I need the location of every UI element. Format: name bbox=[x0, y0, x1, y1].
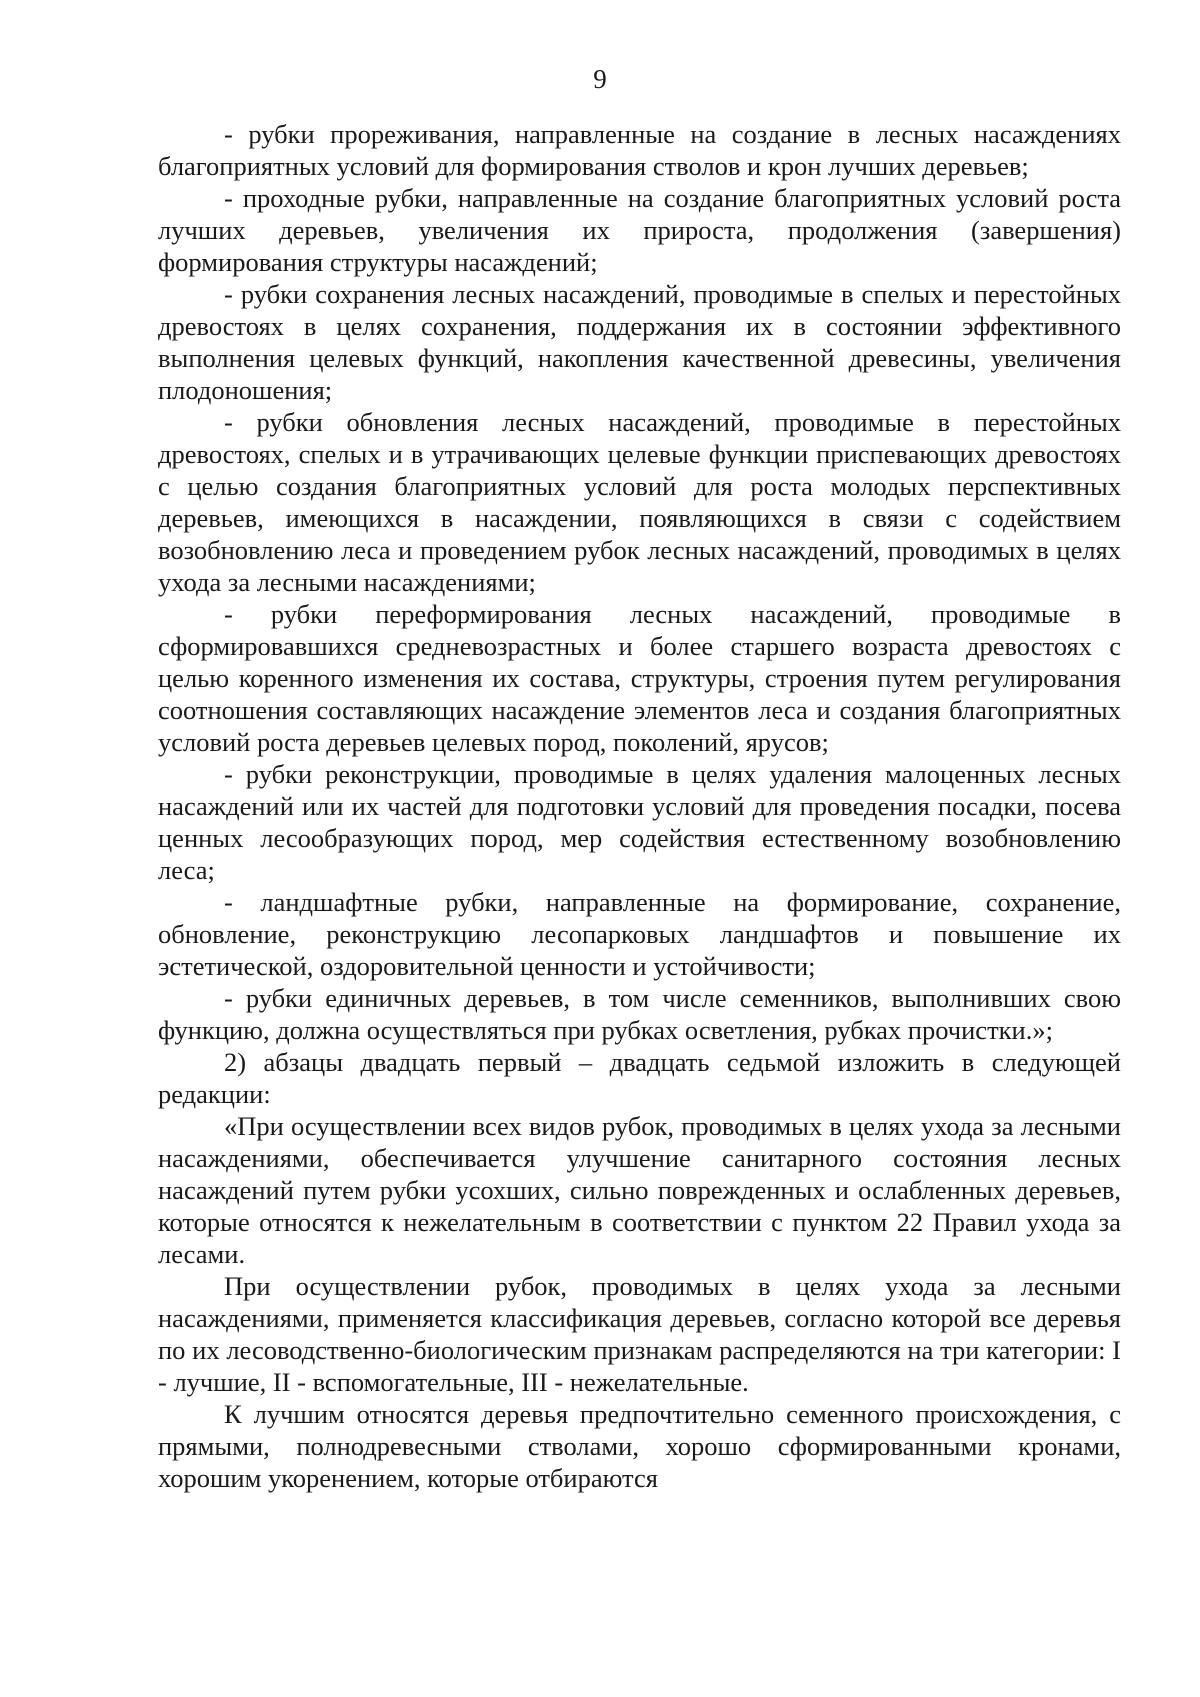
document-body bbox=[158, 118, 1121, 1494]
paragraph: - рубки прореживания, направленные на создание в лесных насаждениях благоприятных условий для формирования стволов и крон лучших деревьев; bbox=[158, 119, 1121, 181]
paragraph: К лучшим относятся деревья предпочтительно семенного происхождения, с прямыми, полнодревесными стволами, хорошо сформированными кронами, хорошим укоренением, которые отбираются bbox=[158, 1399, 1121, 1493]
paragraph: - рубки переформирования лесных насаждений, проводимые в сформировавшихся средневозрастных и более старшего возраста древостоях с целью коренного изменения их состава, структуры, строения путем регулирования соотношения составляющих насаждение элементов леса и создания благоприятных условий роста деревьев целевых пород, поколений, ярусов; bbox=[158, 599, 1121, 757]
paragraph: - рубки единичных деревьев, в том числе семенников, выполнивших свою функцию, должна осуществляться при рубках осветления, рубках прочистки.»; bbox=[158, 983, 1121, 1045]
page-number: 9 bbox=[593, 64, 607, 94]
paragraph: - проходные рубки, направленные на создание благоприятных условий роста лучших деревьев, увеличения их прироста, продолжения (завершения) формирования структуры насаждений; bbox=[158, 183, 1121, 277]
paragraph: - рубки сохранения лесных насаждений, проводимые в спелых и перестойных древостоях в целях сохранения, поддержания их в состоянии эффективного выполнения целевых функций, накопления качественной древесины, увеличения плодоношения; bbox=[158, 279, 1121, 405]
paragraph: - рубки обновления лесных насаждений, проводимые в перестойных древостоях, спелых и в утрачивающих целевые функции приспевающих древостоях с целью создания благоприятных условий для роста молодых перспективных деревьев, имеющихся в насаждении, появляющихся в связи с содействием возобновлению леса и проведением рубок лесных насаждений, проводимых в целях ухода за лесными насаждениями; bbox=[158, 407, 1121, 597]
paragraph: - ландшафтные рубки, направленные на формирование, сохранение, обновление, реконструкцию лесопарковых ландшафтов и повышение их эстетической, оздоровительной ценности и устойчивости; bbox=[158, 887, 1121, 981]
paragraph: «При осуществлении всех видов рубок, проводимых в целях ухода за лесными насаждениями, обеспечивается улучшение санитарного состояния лесных насаждений путем рубки усохших, сильно поврежденных и ослабленных деревьев, которые относятся к нежелательным в соответствии с пунктом 22 Правил ухода за лесами. bbox=[158, 1111, 1121, 1269]
paragraph: При осуществлении рубок, проводимых в целях ухода за лесными насаждениями, применяется классификация деревьев, согласно которой все деревья по их лесоводственно-биологическим признакам распределяются на три категории: I - лучшие, II - вспомогательные, III - нежелательные. bbox=[158, 1271, 1121, 1397]
paragraph: - рубки реконструкции, проводимые в целях удаления малоценных лесных насаждений или их частей для подготовки условий для проведения посадки, посева ценных лесообразующих пород, мер содействия естественному возобновлению леса; bbox=[158, 759, 1121, 885]
paragraph: 2) абзацы двадцать первый – двадцать седьмой изложить в следующей редакции: bbox=[158, 1047, 1121, 1109]
